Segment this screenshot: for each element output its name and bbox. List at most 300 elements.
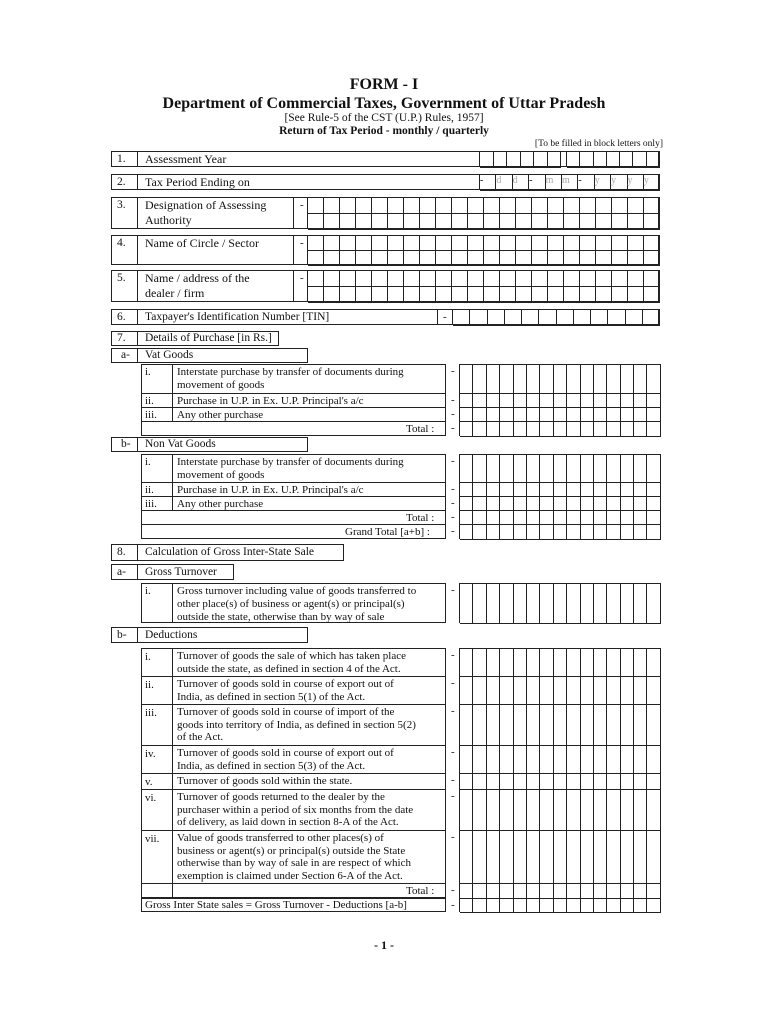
input-cell[interactable] (388, 271, 404, 287)
amount-input[interactable] (459, 482, 661, 496)
input-cell[interactable] (452, 198, 468, 214)
amount-cell[interactable] (460, 394, 473, 408)
amount-cell[interactable] (473, 831, 486, 884)
amount-cell[interactable] (460, 483, 473, 497)
input-cell[interactable] (404, 214, 420, 230)
amount-cell[interactable] (540, 483, 553, 497)
input-cell[interactable] (580, 271, 596, 287)
amount-cell[interactable] (621, 705, 634, 746)
input-cell[interactable] (532, 198, 548, 214)
amount-cell[interactable] (473, 455, 486, 483)
amount-cell[interactable] (621, 584, 634, 624)
amount-cell[interactable] (487, 365, 500, 394)
amount-cell[interactable] (647, 831, 660, 884)
amount-input[interactable] (459, 704, 661, 745)
input-cell[interactable] (420, 287, 436, 303)
amount-cell[interactable] (647, 746, 660, 774)
amount-cell[interactable] (647, 899, 660, 913)
amount-cell[interactable] (527, 408, 540, 422)
amount-cell[interactable] (540, 584, 553, 624)
amount-cell[interactable] (581, 497, 594, 511)
amount-cell[interactable] (594, 746, 607, 774)
amount-cell[interactable] (581, 455, 594, 483)
amount-cell[interactable] (473, 408, 486, 422)
input-cell[interactable] (340, 236, 356, 251)
amount-cell[interactable] (473, 677, 486, 705)
input-cell[interactable] (436, 287, 452, 303)
input-cell[interactable] (308, 198, 324, 214)
input-cell[interactable] (388, 214, 404, 230)
amount-cell[interactable] (527, 394, 540, 408)
amount-cell[interactable] (527, 422, 540, 437)
input-cell[interactable] (507, 152, 521, 168)
amount-cell[interactable] (567, 497, 580, 511)
input-cell[interactable] (532, 287, 548, 303)
amount-cell[interactable] (581, 790, 594, 831)
input-cell[interactable] (580, 214, 596, 230)
input-cell[interactable] (404, 198, 420, 214)
amount-cell[interactable] (540, 705, 553, 746)
input-cell[interactable] (356, 214, 372, 230)
amount-cell[interactable] (594, 677, 607, 705)
amount-cell[interactable] (647, 483, 660, 497)
input-cell[interactable] (356, 236, 372, 251)
input-cell[interactable] (484, 287, 500, 303)
amount-cell[interactable] (621, 483, 634, 497)
amount-cell[interactable] (514, 511, 527, 525)
input-cell[interactable] (420, 198, 436, 214)
input-cell[interactable] (628, 198, 644, 214)
amount-cell[interactable] (554, 408, 567, 422)
input-cell[interactable] (596, 287, 612, 303)
amount-cell[interactable] (487, 790, 500, 831)
input-cell[interactable] (308, 214, 324, 230)
input-cell[interactable] (557, 310, 574, 326)
assessing-authority-input-row-1[interactable] (307, 197, 660, 213)
amount-cell[interactable] (594, 497, 607, 511)
amount-cell[interactable] (527, 455, 540, 483)
input-cell[interactable] (340, 271, 356, 287)
input-cell[interactable] (548, 236, 564, 251)
input-cell[interactable] (628, 287, 644, 303)
input-cell[interactable] (388, 287, 404, 303)
input-cell[interactable] (308, 287, 324, 303)
amount-cell[interactable] (581, 394, 594, 408)
amount-cell[interactable] (621, 774, 634, 790)
input-cell[interactable] (452, 236, 468, 251)
input-cell[interactable] (484, 198, 500, 214)
input-cell[interactable] (494, 152, 508, 168)
amount-cell[interactable] (487, 422, 500, 437)
amount-cell[interactable] (567, 525, 580, 540)
input-cell[interactable] (388, 198, 404, 214)
input-cell[interactable] (612, 214, 628, 230)
amount-cell[interactable] (594, 884, 607, 899)
amount-cell[interactable] (567, 422, 580, 437)
amount-cell[interactable] (581, 483, 594, 497)
amount-cell[interactable] (473, 746, 486, 774)
amount-cell[interactable] (634, 705, 647, 746)
amount-cell[interactable] (581, 899, 594, 913)
input-cell[interactable] (620, 152, 633, 168)
amount-cell[interactable] (487, 899, 500, 913)
amount-cell[interactable] (460, 677, 473, 705)
date-cell-m[interactable]: m (546, 175, 562, 191)
input-cell[interactable] (612, 271, 628, 287)
amount-cell[interactable] (607, 790, 620, 831)
amount-cell[interactable] (460, 497, 473, 511)
input-cell[interactable] (324, 236, 340, 251)
input-cell[interactable] (388, 251, 404, 266)
amount-cell[interactable] (500, 746, 513, 774)
amount-cell[interactable] (554, 483, 567, 497)
amount-cell[interactable] (554, 511, 567, 525)
amount-cell[interactable] (567, 746, 580, 774)
amount-cell[interactable] (487, 394, 500, 408)
amount-cell[interactable] (634, 525, 647, 540)
amount-cell[interactable] (554, 746, 567, 774)
input-cell[interactable] (516, 198, 532, 214)
amount-cell[interactable] (554, 705, 567, 746)
amount-cell[interactable] (540, 774, 553, 790)
amount-cell[interactable] (500, 394, 513, 408)
amount-cell[interactable] (527, 746, 540, 774)
input-cell[interactable] (324, 198, 340, 214)
amount-cell[interactable] (594, 365, 607, 394)
assessment-year-input[interactable] (479, 151, 561, 167)
amount-cell[interactable] (500, 525, 513, 540)
input-cell[interactable] (404, 251, 420, 266)
input-cell[interactable] (516, 236, 532, 251)
input-cell[interactable] (596, 214, 612, 230)
amount-cell[interactable] (540, 790, 553, 831)
amount-cell[interactable] (647, 677, 660, 705)
amount-cell[interactable] (554, 497, 567, 511)
input-cell[interactable] (480, 152, 494, 168)
input-cell[interactable] (356, 271, 372, 287)
amount-cell[interactable] (567, 394, 580, 408)
amount-cell[interactable] (514, 584, 527, 624)
input-cell[interactable] (356, 287, 372, 303)
amount-cell[interactable] (621, 746, 634, 774)
input-cell[interactable] (420, 214, 436, 230)
amount-cell[interactable] (514, 831, 527, 884)
dealer-input-row-2[interactable] (307, 286, 660, 302)
amount-cell[interactable] (554, 831, 567, 884)
amount-cell[interactable] (460, 365, 473, 394)
amount-cell[interactable] (487, 584, 500, 624)
input-cell[interactable] (452, 271, 468, 287)
amount-cell[interactable] (567, 884, 580, 899)
amount-cell[interactable] (527, 899, 540, 913)
amount-cell[interactable] (647, 455, 660, 483)
input-cell[interactable] (516, 271, 532, 287)
amount-cell[interactable] (460, 790, 473, 831)
amount-cell[interactable] (514, 455, 527, 483)
amount-cell[interactable] (500, 649, 513, 677)
amount-cell[interactable] (594, 649, 607, 677)
input-cell[interactable] (500, 251, 516, 266)
amount-cell[interactable] (607, 746, 620, 774)
input-cell[interactable] (308, 236, 324, 251)
amount-input[interactable] (459, 789, 661, 830)
amount-cell[interactable] (567, 774, 580, 790)
input-cell[interactable] (532, 214, 548, 230)
amount-cell[interactable] (460, 455, 473, 483)
input-cell[interactable] (534, 152, 548, 168)
input-cell[interactable] (564, 236, 580, 251)
amount-input[interactable] (459, 364, 661, 393)
input-cell[interactable] (324, 271, 340, 287)
tin-input[interactable] (452, 309, 660, 325)
input-cell[interactable] (612, 251, 628, 266)
input-cell[interactable] (500, 271, 516, 287)
input-cell[interactable] (596, 271, 612, 287)
input-cell[interactable] (532, 251, 548, 266)
amount-cell[interactable] (607, 511, 620, 525)
input-cell[interactable] (574, 310, 591, 326)
input-cell[interactable] (436, 236, 452, 251)
amount-cell[interactable] (594, 899, 607, 913)
amount-cell[interactable] (607, 705, 620, 746)
amount-cell[interactable] (607, 365, 620, 394)
amount-cell[interactable] (621, 408, 634, 422)
amount-cell[interactable] (500, 497, 513, 511)
amount-input[interactable] (459, 524, 661, 539)
amount-cell[interactable] (581, 408, 594, 422)
input-cell[interactable] (372, 251, 388, 266)
amount-cell[interactable] (487, 408, 500, 422)
amount-cell[interactable] (473, 497, 486, 511)
amount-cell[interactable] (621, 831, 634, 884)
input-cell[interactable] (644, 271, 660, 287)
amount-cell[interactable] (540, 365, 553, 394)
amount-cell[interactable] (554, 584, 567, 624)
amount-input[interactable] (459, 393, 661, 407)
amount-cell[interactable] (567, 455, 580, 483)
amount-cell[interactable] (554, 774, 567, 790)
amount-cell[interactable] (607, 899, 620, 913)
amount-cell[interactable] (500, 677, 513, 705)
amount-cell[interactable] (540, 408, 553, 422)
input-cell[interactable] (628, 271, 644, 287)
input-cell[interactable] (372, 198, 388, 214)
input-cell[interactable] (484, 214, 500, 230)
amount-cell[interactable] (621, 497, 634, 511)
amount-cell[interactable] (567, 705, 580, 746)
amount-input[interactable] (459, 883, 661, 898)
input-cell[interactable] (548, 251, 564, 266)
amount-cell[interactable] (554, 649, 567, 677)
amount-cell[interactable] (634, 497, 647, 511)
input-cell[interactable] (452, 214, 468, 230)
amount-cell[interactable] (647, 497, 660, 511)
amount-cell[interactable] (567, 677, 580, 705)
amount-cell[interactable] (581, 511, 594, 525)
amount-cell[interactable] (607, 525, 620, 540)
amount-cell[interactable] (594, 455, 607, 483)
input-cell[interactable] (516, 214, 532, 230)
amount-cell[interactable] (581, 677, 594, 705)
amount-cell[interactable] (514, 899, 527, 913)
input-cell[interactable] (644, 236, 660, 251)
date-cell-y[interactable]: y (628, 175, 644, 191)
amount-cell[interactable] (514, 705, 527, 746)
input-cell[interactable] (628, 236, 644, 251)
amount-cell[interactable] (554, 455, 567, 483)
amount-cell[interactable] (554, 677, 567, 705)
input-cell[interactable] (647, 152, 660, 168)
input-cell[interactable] (521, 152, 535, 168)
amount-cell[interactable] (540, 831, 553, 884)
amount-cell[interactable] (460, 584, 473, 624)
amount-cell[interactable] (567, 483, 580, 497)
input-cell[interactable] (532, 236, 548, 251)
input-cell[interactable] (436, 271, 452, 287)
amount-cell[interactable] (473, 705, 486, 746)
amount-cell[interactable] (647, 422, 660, 437)
amount-cell[interactable] (554, 790, 567, 831)
amount-cell[interactable] (460, 422, 473, 437)
input-cell[interactable] (644, 198, 660, 214)
amount-cell[interactable] (487, 746, 500, 774)
amount-cell[interactable] (567, 831, 580, 884)
amount-cell[interactable] (647, 884, 660, 899)
input-cell[interactable] (628, 251, 644, 266)
amount-cell[interactable] (527, 790, 540, 831)
amount-cell[interactable] (514, 408, 527, 422)
amount-cell[interactable] (594, 584, 607, 624)
input-cell[interactable] (607, 152, 620, 168)
input-cell[interactable] (324, 287, 340, 303)
input-cell[interactable] (564, 214, 580, 230)
input-cell[interactable] (404, 271, 420, 287)
amount-cell[interactable] (460, 774, 473, 790)
input-cell[interactable] (308, 271, 324, 287)
amount-cell[interactable] (634, 584, 647, 624)
amount-cell[interactable] (647, 584, 660, 624)
amount-cell[interactable] (634, 408, 647, 422)
amount-cell[interactable] (607, 422, 620, 437)
input-cell[interactable] (404, 287, 420, 303)
input-cell[interactable] (522, 310, 539, 326)
amount-cell[interactable] (500, 483, 513, 497)
input-cell[interactable] (324, 251, 340, 266)
amount-cell[interactable] (473, 649, 486, 677)
input-cell[interactable] (436, 198, 452, 214)
date-cell-y[interactable]: y (611, 175, 627, 191)
input-cell[interactable] (580, 236, 596, 251)
input-cell[interactable] (594, 152, 607, 168)
amount-cell[interactable] (473, 394, 486, 408)
amount-cell[interactable] (581, 584, 594, 624)
input-cell[interactable] (453, 310, 470, 326)
amount-cell[interactable] (634, 422, 647, 437)
input-cell[interactable] (484, 251, 500, 266)
amount-cell[interactable] (540, 394, 553, 408)
input-cell[interactable] (468, 287, 484, 303)
amount-cell[interactable] (527, 525, 540, 540)
amount-cell[interactable] (473, 899, 486, 913)
amount-cell[interactable] (487, 677, 500, 705)
input-cell[interactable] (516, 251, 532, 266)
amount-cell[interactable] (621, 365, 634, 394)
input-cell[interactable] (564, 251, 580, 266)
amount-cell[interactable] (567, 899, 580, 913)
amount-cell[interactable] (540, 455, 553, 483)
input-cell[interactable] (626, 310, 643, 326)
amount-cell[interactable] (460, 408, 473, 422)
amount-cell[interactable] (621, 884, 634, 899)
input-cell[interactable] (340, 251, 356, 266)
amount-cell[interactable] (514, 525, 527, 540)
amount-cell[interactable] (647, 790, 660, 831)
input-cell[interactable] (468, 214, 484, 230)
amount-cell[interactable] (634, 831, 647, 884)
input-cell[interactable] (596, 236, 612, 251)
amount-cell[interactable] (487, 497, 500, 511)
amount-cell[interactable] (487, 705, 500, 746)
input-cell[interactable] (468, 198, 484, 214)
amount-cell[interactable] (554, 899, 567, 913)
amount-cell[interactable] (647, 408, 660, 422)
amount-cell[interactable] (621, 455, 634, 483)
amount-cell[interactable] (581, 831, 594, 884)
input-cell[interactable] (436, 251, 452, 266)
amount-input[interactable] (459, 583, 661, 623)
amount-cell[interactable] (514, 677, 527, 705)
amount-cell[interactable] (540, 525, 553, 540)
input-cell[interactable] (608, 310, 625, 326)
input-cell[interactable] (484, 271, 500, 287)
amount-cell[interactable] (514, 649, 527, 677)
input-cell[interactable] (596, 198, 612, 214)
amount-cell[interactable] (621, 899, 634, 913)
amount-cell[interactable] (540, 649, 553, 677)
amount-cell[interactable] (594, 525, 607, 540)
amount-input[interactable] (459, 407, 661, 421)
input-cell[interactable] (644, 251, 660, 266)
amount-cell[interactable] (473, 525, 486, 540)
input-cell[interactable] (468, 251, 484, 266)
input-cell[interactable] (324, 214, 340, 230)
input-cell[interactable] (548, 287, 564, 303)
amount-cell[interactable] (487, 511, 500, 525)
input-cell[interactable] (516, 287, 532, 303)
amount-cell[interactable] (647, 525, 660, 540)
amount-cell[interactable] (621, 394, 634, 408)
input-cell[interactable] (548, 198, 564, 214)
amount-cell[interactable] (460, 884, 473, 899)
input-cell[interactable] (564, 198, 580, 214)
input-cell[interactable] (612, 236, 628, 251)
input-cell[interactable] (548, 152, 562, 168)
amount-cell[interactable] (581, 884, 594, 899)
amount-cell[interactable] (621, 511, 634, 525)
amount-cell[interactable] (607, 394, 620, 408)
input-cell[interactable] (644, 214, 660, 230)
amount-cell[interactable] (554, 365, 567, 394)
amount-input[interactable] (459, 421, 661, 436)
input-cell[interactable] (372, 236, 388, 251)
amount-cell[interactable] (567, 365, 580, 394)
amount-input[interactable] (459, 648, 661, 676)
circle-sector-input-row-2[interactable] (307, 250, 660, 265)
input-cell[interactable] (567, 152, 580, 168)
date-cell-y[interactable]: y (644, 175, 660, 191)
input-cell[interactable] (580, 251, 596, 266)
amount-cell[interactable] (607, 584, 620, 624)
